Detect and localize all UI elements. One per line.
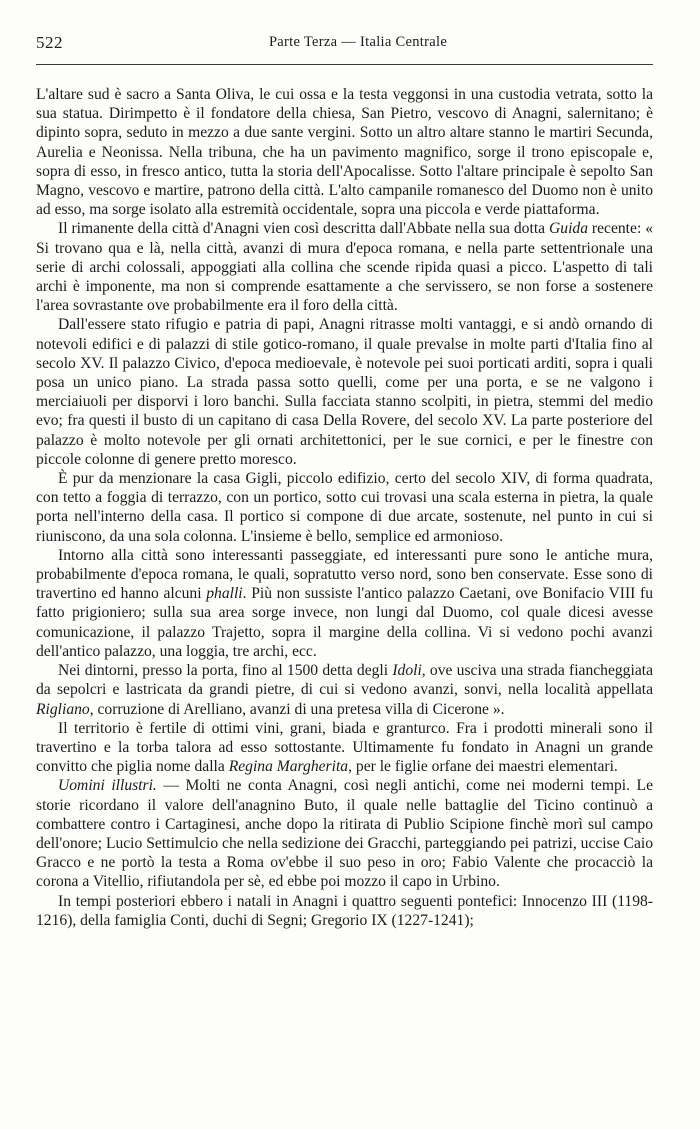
- text-segment: È pur da menzionare la casa Gigli, piccolo edifizio, certo del secolo XIV, di forma quadrata, con tetto a foggia di terrazzo, con un portico, sotto cui trovasi una scala esterna in pietra, la quale porta nell'interno della casa. Il portico si compone di due arcate, sostenute, nel punto in cui si riuniscono, da una sola colonna. L'insieme è bello, semplice ed armonioso.: [36, 470, 653, 545]
- italic-term: Regina Margherita: [228, 758, 349, 776]
- paragraph: [36, 892, 653, 930]
- text-segment: Nei dintorni, presso la porta, fino al 1500 detta degli: [58, 662, 393, 680]
- header-rule: [36, 64, 653, 65]
- italic-term: Rigliano: [36, 700, 90, 718]
- italic-term: phalli: [206, 585, 243, 603]
- text-segment: , corruzione di Arelliano, avanzi di una pretesa villa di Cicerone ».: [89, 700, 505, 718]
- text-segment: Dall'essere stato rifugio e patria di papi, Anagni ritrasse molti vantaggi, e si andò ornando di notevoli edifici e di palazzi di stile gotico-romano, il quale prevalse in molte parti d'Italia fino al secolo XV. Il palazzo Civico, d'epoca medioevale, è notevole pei suoi porticati arditi, sopra i quali posa un unico piano. La strada passa sotto quelli, come per una porta, e se ne valgono i merciaiuoli per disporvi i loro banchi. Sulla facciata stanno scolpiti, in pietra, stemmi del medio evo; fra questi il busto di un capitano di casa Della Rovere, del secolo XV. La parte posteriore del palazzo è molto notevole per gli ornati architettonici, per le sue cornici, e per le finestre con piccole colonne di genere pretto moresco.: [36, 316, 653, 468]
- text-segment: — Molti ne conta Anagni, così negli antichi, come nei moderni tempi. Le storie ricordano il valore dell'anagnino Buto, il quale nelle battaglie del Ticino continuò a combattere contro i Cartaginesi, anche dopo la ritirata di Publio Scipione finchè morì sul campo dell'onore; Lucio Settimulcio che nella sedizione dei Gracchi, parteggiando pei patrizi, uccise Caio Gracco e ne portò la testa a Roma ov'ebbe il suo peso in oro; Fabio Valente che procacciò la corona a Vitellio, rifiutandola per sè, ed ebbe poi mozzo il capo in Urbino.: [36, 777, 653, 891]
- paragraph: [36, 719, 653, 777]
- text-segment: recente: « Si trovano qua e là, nella città, avanzi di mura d'epoca romana, e nella parte settentrionale una serie di archi colossali, appoggiati alla collina che scende ripida quasi a picco. L'aspetto di tali archi è imponente, ma non si comprende esattamente a che servissero, se non forse a sostenere l'area sovrastante ove probabilmente era il foro della città.: [36, 220, 654, 315]
- italic-term: Guida: [549, 220, 588, 238]
- text-segment: L'altare sud è sacro a Santa Oliva, le cui ossa e la testa veggonsi in una custodia vetrata, sotto la sua statua. Dirimpetto è il fondatore della chiesa, San Pietro, vescovo di Anagni, salernitano; è dipinto sopra, seduto in mezzo a due sante vergini. Sotto un altro altare stanno le martiri Secunda, Aurelia e Neonissa. Nella tribuna, che ha un pavimento magnifico, sorge il trono episcopale e, sopra di esso, in fresco antico, tutta la storia dell'Apocalisse. Sotto l'altare principale è sepolto San Magno, vescovo e martire, patrono della città. L'alto campanile romanesco del Duomo non è unito ad esso, ma sorge isolato alla estremità occidentale, sopra una piccola e verde piattaforma.: [36, 86, 653, 219]
- text-segment: , ove usciva una strada fiancheggiata da sepolcri e lastricata da grandi pietre, di cui si vedono avanzi, sonvi, nella località appellata: [36, 662, 653, 699]
- running-head: Parte Terza — Italia Centrale: [268, 34, 448, 50]
- italic-term: Idoli: [392, 662, 422, 680]
- text-segment: In tempi posteriori ebbero i natali in Anagni i quattro seguenti pontefici: Innocenzo III (1198-1216), della famiglia Conti, duchi di Segni; Gregorio IX (1227-1241);: [36, 892, 653, 929]
- paragraph: [36, 469, 653, 546]
- paragraph: [36, 546, 653, 661]
- text-segment: Il rimanente della città d'Anagni vien così descritta dall'Abbate nella sua dotta: [58, 220, 550, 238]
- text-segment: , per le figlie orfane dei maestri elementari.: [348, 758, 618, 776]
- body-text: [36, 85, 653, 930]
- paragraph: [36, 85, 653, 219]
- section-heading: Uomini illustri.: [58, 777, 157, 795]
- paragraph: [36, 219, 653, 315]
- text-segment: Intorno alla città sono interessanti passeggiate, ed interessanti pure sono le antiche mura, probabilmente d'epoca romana, le quali, sopratutto verso nord, sono ben conservate. Esse sono di travertino ed hanno alcuni: [36, 546, 653, 603]
- paragraph: [36, 776, 653, 891]
- text-segment: Il territorio è fertile di ottimi vini, grani, biada e granturco. Fra i prodotti minerali sono il travertino e la torba talora ad esso sottostante. Ultimamente fu fondato in Anagni un grande convitto che piglia nome dalla: [36, 719, 653, 776]
- paragraph: [36, 661, 653, 719]
- page-number: 522: [36, 33, 63, 52]
- page-header: [36, 33, 652, 53]
- text-segment: . Più non sussiste l'antico palazzo Caetani, ove Bonifacio VIII fu fatto prigioniero; sulla sua area sorge invece, non lungi dal Duomo, col quale dicesi avesse comunicazione, il palazzo Trajetto, sopra il margine della collina. Vi si vedono pochi avanzi dell'antico palazzo, una loggia, tre archi, ecc.: [36, 585, 654, 660]
- paragraph: [36, 315, 653, 469]
